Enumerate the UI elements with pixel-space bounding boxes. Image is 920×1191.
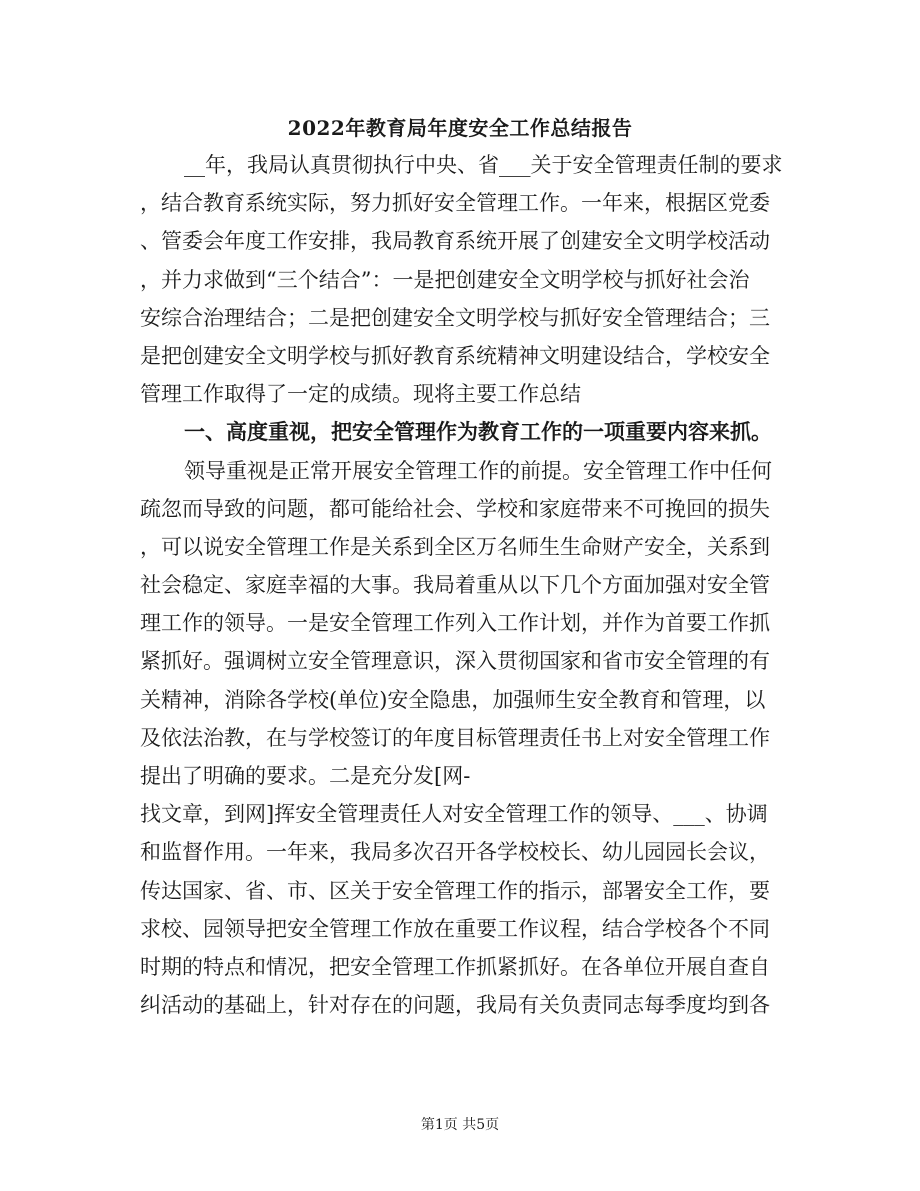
paragraph-line: 社会稳定、家庭幸福的大事。我局着重从以下几个方面加强对安全管 [140,573,770,598]
paragraph-line: 找文章，到网]挥安全管理责任人对安全管理工作的领导、___、协调 [140,802,768,827]
paragraph-line: 提出了明确的要求。二是充分发[网- [140,764,471,788]
paragraph-line: 、管委会年度工作安排，我局教育系统开展了创建安全文明学校活动 [140,229,770,254]
paragraph-line: 紧抓好。强调树立安全管理意识，深入贯彻国家和省市安全管理的有 [140,649,770,674]
paragraph-line: 安综合治理结合；二是把创建安全文明学校与抓好安全管理结合；三 [140,305,770,330]
page-number-footer: 第1页 共5页 [420,1117,500,1133]
paragraph-line: 关精神，消除各学校(单位)安全隐患，加强师生安全教育和管理，以 [140,687,766,712]
document-title: 2022年教育局年度安全工作总结报告 [287,116,633,140]
paragraph-line: 时期的特点和情况，把安全管理工作抓紧抓好。在各单位开展自查自 [140,954,770,979]
paragraph-line: 疏忽而导致的问题，都可能给社会、学校和家庭带来不可挽回的损失 [140,496,770,521]
paragraph-line: ，可以说安全管理工作是关系到全区万名师生生命财产安全，关系到 [140,534,770,559]
paragraph-line: 纠活动的基础上，针对存在的问题，我局有关负责同志每季度均到各 [140,993,770,1018]
document-body [140,146,790,1024]
paragraph-line: 传达国家、省、市、区关于安全管理工作的指示，部署安全工作，要 [140,878,770,903]
paragraph-line: 和监督作用。一年来，我局多次召开各学校校长、幼儿园园长会议， [140,840,770,865]
paragraph-line: 领导重视是正常开展安全管理工作的前提。安全管理工作中任何 [184,458,772,483]
paragraph-line: 求校、园领导把安全管理工作放在重要工作议程，结合学校各个不同 [140,916,770,941]
paragraph-line: __年，我局认真贯彻执行中央、省___关于安全管理责任制的要求 [184,153,783,177]
paragraph-line: 是把创建安全文明学校与抓好教育系统精神文明建设结合，学校安全 [140,343,770,368]
paragraph-line: ，并力求做到“三个结合”：一是把创建安全文明学校与抓好社会治 [140,267,750,292]
paragraph-line: 理工作的领导。一是安全管理工作列入工作计划，并作为首要工作抓 [140,611,770,636]
paragraph-line: 及依法治教，在与学校签订的年度目标管理责任书上对安全管理工作 [140,725,770,750]
section-heading: 一、高度重视，把安全管理作为教育工作的一项重要内容来抓。 [184,419,772,445]
paragraph-line: 管理工作取得了一定的成绩。现将主要工作总结 [140,382,581,407]
paragraph-line: ，结合教育系统实际，努力抓好安全管理工作。一年来，根据区党委 [140,191,770,216]
